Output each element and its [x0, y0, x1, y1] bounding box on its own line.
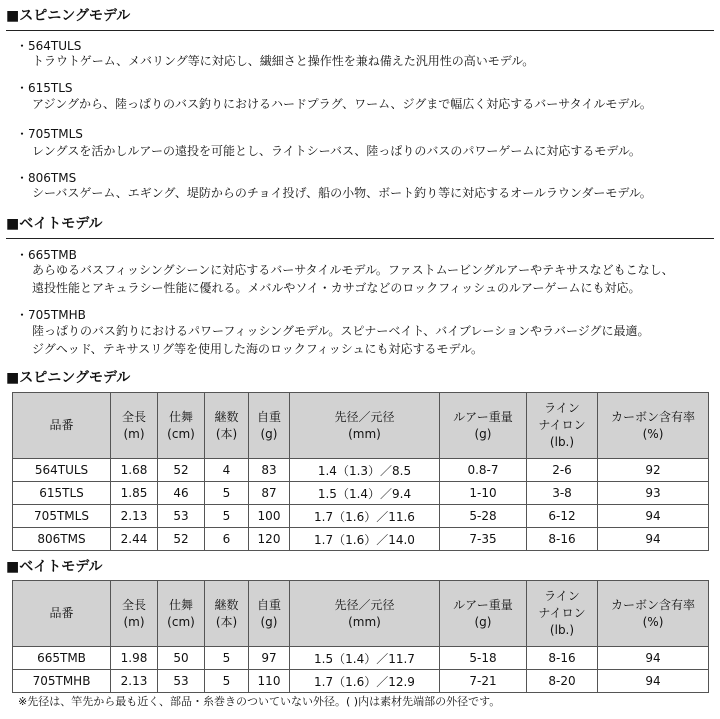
col-header-lure-unit: (g) [474, 614, 492, 629]
table-cell: 100 [249, 505, 290, 528]
table-cell: 8-20 [527, 670, 598, 693]
table-cell: 8-16 [527, 647, 598, 670]
col-header-weight-label: 自重 [256, 597, 281, 612]
item-desc-564tuls: トラウトゲーム、メバリング等に対応し、繊細さと操作性を兼ね備えた汎用性の高いモデル。 [32, 54, 535, 68]
col-header-lure-label: ルアー重量 [453, 597, 513, 612]
col-header-line [527, 581, 598, 647]
col-header-line-label: ライン [544, 589, 580, 603]
table-cell: 5 [205, 647, 249, 670]
spinning-table-heading: ■スピニングモデル [6, 370, 131, 386]
table-cell: 1-10 [440, 482, 527, 505]
col-header-carbon-unit: (%) [642, 614, 664, 629]
col-header-sections-unit: (本) [215, 426, 238, 441]
col-header-diameter-label: 先径／元径 [334, 409, 395, 424]
table-cell: 53 [158, 505, 205, 528]
table-cell: 92 [598, 459, 709, 482]
col-header-sections [205, 581, 249, 647]
table-cell: 94 [598, 505, 709, 528]
col-header-carbon [598, 581, 709, 647]
col-header-closed [158, 393, 205, 459]
col-header-model-label: 品番 [49, 418, 74, 432]
item-desc-665tmb-line2: 遠投性能とアキュラシー性能に優れる。メバルやソイ・カサゴなどのロックフィッシュのルアーゲームにも対応。 [32, 281, 641, 295]
table-cell: 806TMS [13, 528, 111, 551]
col-header-line [527, 393, 598, 459]
table-cell: 705TMLS [13, 505, 111, 528]
table-row [13, 482, 709, 505]
table-cell: 8-16 [527, 528, 598, 551]
bait-rule [6, 238, 714, 239]
col-header-length-unit: (m) [123, 426, 145, 441]
table-cell: 2.13 [111, 505, 158, 528]
table-cell: 2-6 [527, 459, 598, 482]
table-cell: 705TMHB [13, 670, 111, 693]
col-header-diameter [290, 393, 440, 459]
col-header-sections-label: 継数 [214, 597, 239, 612]
col-header-line-type: ナイロン [538, 606, 586, 620]
item-desc-705tmhb-line2: ジグヘッド、テキサスリグ等を使用した海のロックフィッシュにも対応するモデル。 [32, 342, 483, 356]
table-cell: 0.8-7 [440, 459, 527, 482]
table-cell: 1.68 [111, 459, 158, 482]
table-cell: 1.5（1.4）／11.7 [290, 647, 440, 670]
col-header-weight-label: 自重 [256, 409, 281, 424]
col-header-diameter-label: 先径／元径 [334, 597, 395, 612]
table-cell: 3-8 [527, 482, 598, 505]
col-header-closed-unit: (cm) [167, 426, 195, 441]
table-cell: 6-12 [527, 505, 598, 528]
item-desc-705tmls: レングスを活かしルアーの遠投を可能とし、ライトシーバス、陸っぱりのバスのパワーゲームに対応するモデル。 [32, 144, 641, 158]
table-row [13, 505, 709, 528]
item-code-705tmls: ・705TMLS [16, 127, 83, 141]
bait-table-heading: ■ベイトモデル [6, 559, 103, 575]
col-header-model [13, 393, 111, 459]
table-cell: 1.7（1.6）／12.9 [290, 670, 440, 693]
col-header-length [111, 393, 158, 459]
col-header-line-label: ライン [544, 401, 580, 415]
table-cell: 5 [205, 505, 249, 528]
table-cell: 564TULS [13, 459, 111, 482]
item-code-564tuls: ・564TULS [16, 39, 82, 53]
table-cell: 1.7（1.6）／14.0 [290, 528, 440, 551]
col-header-lure [440, 393, 527, 459]
col-header-carbon-label: カーボン含有率 [610, 409, 695, 424]
col-header-weight-unit: (g) [260, 614, 278, 629]
col-header-weight [249, 581, 290, 647]
table-cell: 87 [249, 482, 290, 505]
col-header-diameter-unit: (mm) [348, 614, 381, 629]
table-cell: 53 [158, 670, 205, 693]
col-header-diameter [290, 581, 440, 647]
table-row [13, 528, 709, 551]
item-code-665tmb: ・665TMB [16, 248, 77, 262]
spinning-header-row [13, 393, 709, 459]
col-header-line-type: ナイロン [538, 418, 586, 432]
table-cell: 5-18 [440, 647, 527, 670]
col-header-carbon-unit: (%) [642, 426, 664, 441]
bait-heading: ■ベイトモデル [6, 216, 103, 232]
col-header-closed-unit: (cm) [167, 614, 195, 629]
table-cell: 94 [598, 670, 709, 693]
table-cell: 665TMB [13, 647, 111, 670]
table-cell: 1.98 [111, 647, 158, 670]
col-header-sections-unit: (本) [215, 614, 238, 629]
col-header-length [111, 581, 158, 647]
table-cell: 46 [158, 482, 205, 505]
spinning-rule [6, 30, 714, 31]
table-cell: 1.7（1.6）／11.6 [290, 505, 440, 528]
table-cell: 5 [205, 670, 249, 693]
col-header-carbon-label: カーボン含有率 [610, 597, 695, 612]
col-header-length-label: 全長 [121, 409, 146, 424]
table-cell: 615TLS [13, 482, 111, 505]
table-cell: 1.4（1.3）／8.5 [290, 459, 440, 482]
col-header-line-unit: (lb.) [549, 435, 575, 449]
table-cell: 94 [598, 647, 709, 670]
col-header-weight-unit: (g) [260, 426, 278, 441]
table-cell: 120 [249, 528, 290, 551]
item-code-615tls: ・615TLS [16, 81, 73, 95]
table-cell: 5-28 [440, 505, 527, 528]
spinning-heading: ■スピニングモデル [6, 8, 131, 24]
col-header-model-label: 品番 [49, 606, 74, 620]
item-desc-705tmhb-line1: 陸っぱりのバス釣りにおけるパワーフィッシングモデル。スピナーベイト、バイブレーションやラバージグに最適。 [32, 324, 650, 338]
col-header-lure-label: ルアー重量 [453, 409, 513, 424]
table-cell: 2.44 [111, 528, 158, 551]
table-cell: 50 [158, 647, 205, 670]
col-header-diameter-unit: (mm) [348, 426, 381, 441]
table-cell: 1.85 [111, 482, 158, 505]
table-cell: 93 [598, 482, 709, 505]
item-desc-806tms: シーバスゲーム、エギング、堤防からのチョイ投げ、船の小物、ボート釣り等に対応するオールラウンダーモデル。 [32, 186, 652, 200]
table-cell: 97 [249, 647, 290, 670]
spinning-spec-table [12, 392, 709, 551]
col-header-lure-unit: (g) [474, 426, 492, 441]
col-header-closed [158, 581, 205, 647]
col-header-sections-label: 継数 [214, 409, 239, 424]
col-header-length-unit: (m) [123, 614, 145, 629]
table-cell: 2.13 [111, 670, 158, 693]
col-header-lure [440, 581, 527, 647]
col-header-weight [249, 393, 290, 459]
item-code-806tms: ・806TMS [16, 171, 77, 185]
table-row [13, 647, 709, 670]
bait-header-row [13, 581, 709, 647]
col-header-carbon [598, 393, 709, 459]
table-cell: 7-21 [440, 670, 527, 693]
table-cell: 94 [598, 528, 709, 551]
table-cell: 110 [249, 670, 290, 693]
col-header-line-unit: (lb.) [549, 623, 575, 637]
table-cell: 52 [158, 459, 205, 482]
table-row [13, 459, 709, 482]
table-cell: 5 [205, 482, 249, 505]
col-header-sections [205, 393, 249, 459]
bait-spec-table [12, 580, 709, 693]
col-header-closed-label: 仕舞 [168, 409, 193, 424]
table-cell: 7-35 [440, 528, 527, 551]
col-header-model [13, 581, 111, 647]
item-desc-615tls: アジングから、陸っぱりのバス釣りにおけるハードプラグ、ワーム、ジグまで幅広く対応するバーサタイルモデル。 [32, 97, 652, 111]
table-cell: 6 [205, 528, 249, 551]
table-row [13, 670, 709, 693]
table-cell: 83 [249, 459, 290, 482]
table-cell: 1.5（1.4）／9.4 [290, 482, 440, 505]
table-cell: 52 [158, 528, 205, 551]
item-desc-665tmb-line1: あらゆるバスフィッシングシーンに対応するバーサタイルモデル。ファストムービングルアーやテキサスなどもこなし、 [32, 263, 674, 277]
col-header-closed-label: 仕舞 [168, 597, 193, 612]
table-cell: 4 [205, 459, 249, 482]
col-header-length-label: 全長 [121, 597, 146, 612]
footnote: ※先径は、竿先から最も近く、部品・糸巻きのついていない外径。( )内は素材先端部の外径です。 [18, 695, 501, 708]
item-code-705tmhb: ・705TMHB [16, 308, 86, 322]
